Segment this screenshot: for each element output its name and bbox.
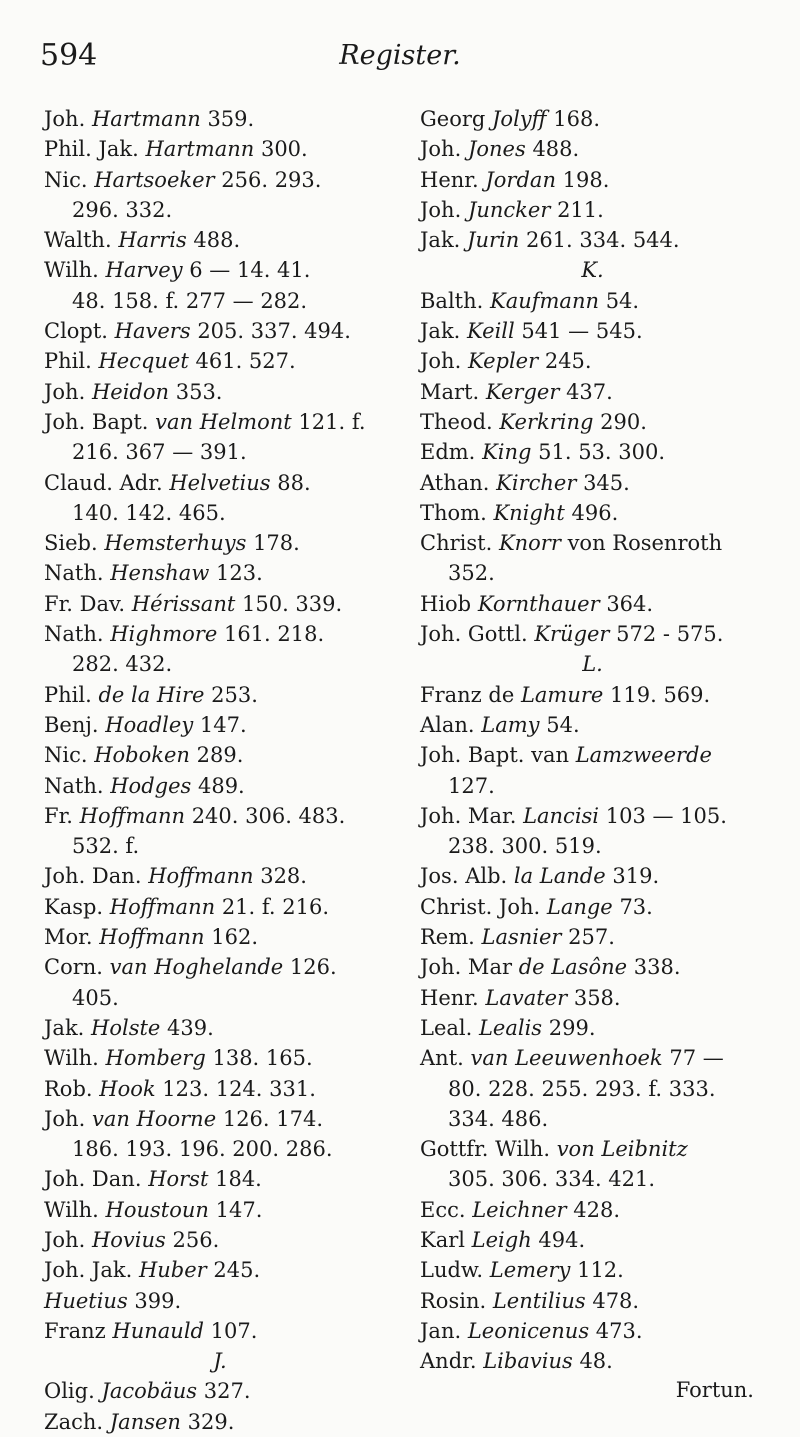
entry-name: Harris <box>118 228 187 253</box>
entry-first: Henr. <box>420 167 479 192</box>
entry-first: Leal. <box>420 1015 473 1040</box>
entry-pages: 107. <box>210 1318 258 1343</box>
entry-name: Jones <box>467 137 526 162</box>
index-entry <box>44 1195 396 1225</box>
index-entry <box>420 1013 765 1043</box>
entry-first: Joh. <box>44 1227 86 1252</box>
index-entry <box>420 1286 765 1316</box>
entry-name: Hovius <box>91 1227 166 1252</box>
entry-name: Leigh <box>471 1227 532 1252</box>
entry-name: Jolyff <box>492 107 547 131</box>
index-entry <box>44 1255 396 1285</box>
index-entry <box>44 377 396 407</box>
index-entry <box>420 346 765 376</box>
entry-first: Edm. <box>420 440 476 465</box>
entry-pages: 88. <box>277 470 311 495</box>
entry-name: Krüger <box>534 622 610 647</box>
index-entry <box>420 952 765 982</box>
index-entry-continuation: 216. 367 — 391. <box>72 440 247 465</box>
index-entry <box>44 952 396 982</box>
index-entry <box>420 1195 765 1225</box>
entry-name: van Leeuwenhoek <box>470 1046 663 1071</box>
entry-pages: 112. <box>577 1258 624 1283</box>
entry-name: Hoffmann <box>109 894 216 919</box>
entry-pages: von Rosenroth <box>567 531 723 556</box>
index-entry-continuation: 405. <box>72 985 119 1010</box>
index-entry <box>44 1316 396 1346</box>
index-entry <box>44 740 396 770</box>
page-number: 594 <box>40 38 98 73</box>
entry-pages: 198. <box>562 167 610 192</box>
entry-first: Thom. <box>420 500 487 525</box>
index-entry <box>44 1225 396 1255</box>
entry-pages: 289. <box>196 743 244 768</box>
entry-first: Joh. Mar. <box>420 803 517 828</box>
index-entry <box>44 1043 396 1073</box>
entry-name: Hoffmann <box>99 925 205 950</box>
index-entry <box>44 771 396 801</box>
entry-first: Mart. <box>420 379 480 404</box>
entry-name: van Hoghelande <box>109 955 284 980</box>
entry-pages: 256. <box>172 1227 220 1252</box>
index-entry <box>420 195 765 225</box>
entry-first: Joh. <box>44 379 86 404</box>
entry-pages: 48. <box>579 1349 613 1374</box>
entry-pages: 290. <box>600 409 647 434</box>
index-entry <box>420 740 765 770</box>
index-entry <box>44 861 396 891</box>
entry-pages: 253. <box>211 682 258 707</box>
entry-first: Wilh. <box>44 258 99 283</box>
index-entry <box>420 619 765 649</box>
entry-name: Lamure <box>520 682 604 707</box>
entry-first: Benj. <box>44 712 99 737</box>
entry-name: Lamy <box>481 712 540 737</box>
entry-first: Clopt. <box>44 319 108 344</box>
entry-first: Balth. <box>420 288 484 313</box>
entry-name: Juncker <box>467 197 551 222</box>
index-entry <box>44 1164 396 1194</box>
entry-name: Heidon <box>91 379 170 404</box>
section-letter: K. <box>581 258 604 283</box>
entry-name: Lavater <box>485 985 568 1010</box>
entry-name: van Hoorne <box>91 1106 217 1131</box>
entry-pages: 126. <box>289 955 337 980</box>
entry-first: Phil. Jak. <box>44 137 139 162</box>
entry-name: Hartmann <box>91 107 201 131</box>
index-entry <box>44 558 396 588</box>
section-letter: L. <box>582 652 603 677</box>
entry-name: Hartmann <box>145 137 255 162</box>
entry-name: Hook <box>99 1076 156 1101</box>
index-entry <box>420 104 765 134</box>
index-entry-continuation: 140. 142. 465. <box>72 500 226 525</box>
entry-name: Lentilius <box>492 1288 586 1313</box>
entry-first: Hiob <box>420 591 472 616</box>
entry-pages: 364. <box>606 591 654 616</box>
entry-first: Ant. <box>420 1046 464 1071</box>
entry-name: Lancisi <box>523 803 600 828</box>
index-entry <box>420 1346 765 1376</box>
entry-first: Rob. <box>44 1076 93 1101</box>
entry-name: Hoadley <box>105 712 194 737</box>
entry-pages: 77 — <box>669 1046 724 1071</box>
entry-first: Jak. <box>44 1015 85 1040</box>
entry-first: Joh. Bapt. <box>44 409 149 434</box>
index-entry <box>420 528 765 558</box>
entry-name: Kepler <box>467 349 539 374</box>
entry-pages: 51. 53. 300. <box>538 440 666 465</box>
entry-first: Corn. <box>44 955 103 980</box>
entry-pages: 184. <box>215 1167 262 1192</box>
entry-name: Henshaw <box>110 561 210 586</box>
entry-pages: 353. <box>175 379 223 404</box>
entry-first: Nic. <box>44 167 88 192</box>
index-entry-continuation: 127. <box>448 773 495 798</box>
entry-first: Nic. <box>44 743 88 768</box>
entry-name: Leonicenus <box>467 1318 590 1343</box>
index-column-right <box>420 104 765 1376</box>
entry-pages: 150. 339. <box>241 591 343 616</box>
index-entry <box>44 1013 396 1043</box>
index-entry <box>420 710 765 740</box>
entry-pages: 327. <box>203 1379 251 1404</box>
entry-name: Hodges <box>110 773 192 798</box>
entry-name: Kaufmann <box>490 288 599 313</box>
entry-name: Kerger <box>485 379 560 404</box>
entry-pages: 123. <box>216 561 263 586</box>
entry-name: Hecquet <box>98 349 189 374</box>
entry-pages: 328. <box>260 864 307 889</box>
entry-first: Gottfr. Wilh. <box>420 1137 550 1162</box>
index-entry <box>44 316 396 346</box>
entry-name: la Lande <box>513 864 606 889</box>
index-entry <box>44 1286 396 1316</box>
entry-name: Knight <box>493 500 565 525</box>
entry-first: Alan. <box>420 712 475 737</box>
entry-pages: 329. <box>187 1409 235 1434</box>
entry-pages: 147. <box>215 1197 263 1222</box>
entry-pages: 138. 165. <box>212 1046 313 1071</box>
entry-name: van Helmont <box>155 409 292 434</box>
entry-pages: 73. <box>619 894 653 919</box>
entry-pages: 572 - 575. <box>616 622 724 647</box>
catchword: Fortun. <box>675 1378 754 1402</box>
entry-first: Kasp. <box>44 894 104 919</box>
entry-pages: 338. <box>633 955 681 980</box>
running-title: Register. <box>339 40 461 71</box>
entry-name: Lemery <box>489 1258 571 1283</box>
entry-name: Hunauld <box>112 1318 204 1343</box>
entry-first: Wilh. <box>44 1197 99 1222</box>
index-entry <box>420 225 765 255</box>
entry-first: Joh. Mar <box>420 955 512 980</box>
index-entry-continuation: 80. 228. 255. 293. f. 333. <box>448 1076 716 1101</box>
index-entry <box>44 225 396 255</box>
entry-name: Houstoun <box>105 1197 209 1222</box>
entry-pages: 437. <box>566 379 613 404</box>
index-entry <box>420 468 765 498</box>
entry-pages: 54. <box>546 712 580 737</box>
entry-name: Hemsterhuys <box>104 531 247 556</box>
entry-first: Christ. Joh. <box>420 894 541 919</box>
entry-first: Walth. <box>44 228 112 253</box>
entry-pages: 428. <box>573 1197 621 1222</box>
entry-pages: 245. <box>544 349 592 374</box>
entry-first: Mor. <box>44 925 93 950</box>
entry-pages: 461. 527. <box>195 349 296 374</box>
index-entry <box>44 528 396 558</box>
entry-name: Leichner <box>472 1197 567 1222</box>
index-entry-continuation: 305. 306. 334. 421. <box>448 1167 656 1192</box>
index-entry <box>44 922 396 952</box>
entry-pages: 478. <box>592 1288 640 1313</box>
entry-name: Lealis <box>478 1015 543 1040</box>
entry-name: Holste <box>91 1015 161 1040</box>
entry-name: Kornthauer <box>477 591 600 616</box>
entry-first: Joh. <box>44 107 86 131</box>
entry-first: Fr. Dav. <box>44 591 126 616</box>
index-entry <box>44 1376 396 1406</box>
entry-pages: 496. <box>571 500 619 525</box>
entry-name: Helvetius <box>169 470 271 495</box>
entry-pages: 489. <box>197 773 245 798</box>
entry-name: Hérissant <box>131 591 236 616</box>
index-entry <box>420 861 765 891</box>
entry-first: Zach. <box>44 1409 104 1434</box>
entry-pages: 123. 124. 331. <box>162 1076 316 1101</box>
entry-pages: 488. <box>532 137 580 162</box>
index-entry <box>420 316 765 346</box>
index-entry <box>420 407 765 437</box>
entry-name: Jordan <box>485 167 556 192</box>
entry-name: de la Hire <box>98 682 205 707</box>
entry-pages: 319. <box>612 864 660 889</box>
entry-pages: 488. <box>193 228 241 253</box>
entry-first: Joh. Gottl. <box>420 622 528 647</box>
entry-name: Libavius <box>483 1349 573 1374</box>
entry-first: Georg <box>420 107 486 131</box>
entry-first: Sieb. <box>44 531 98 556</box>
entry-first: Joh. <box>44 1106 86 1131</box>
entry-pages: 147. <box>199 712 247 737</box>
entry-name: Hoffmann <box>79 803 185 828</box>
entry-pages: 103 — 105. <box>605 803 727 828</box>
entry-first: Nath. <box>44 773 104 798</box>
entry-first: Olig. <box>44 1379 95 1404</box>
index-entry <box>420 286 765 316</box>
index-entry <box>420 1316 765 1346</box>
index-entry <box>44 1074 396 1104</box>
index-entry <box>44 1407 396 1437</box>
entry-pages: 257. <box>568 925 615 950</box>
entry-first: Henr. <box>420 985 479 1010</box>
entry-pages: 6 — 14. 41. <box>189 258 311 283</box>
index-entry <box>420 1043 765 1073</box>
entry-name: Lamzweerde <box>575 743 712 768</box>
index-entry-continuation: 238. 300. 519. <box>448 834 602 859</box>
entry-name: Jacobäus <box>101 1379 198 1404</box>
entry-name: Homberg <box>105 1046 206 1071</box>
entry-first: Joh. <box>420 197 462 222</box>
index-entry <box>420 983 765 1013</box>
entry-name: Lasnier <box>481 925 562 950</box>
entry-pages: 161. 218. <box>223 622 325 647</box>
entry-pages: 299. <box>548 1015 596 1040</box>
entry-first: Nath. <box>44 561 104 586</box>
entry-name: Jansen <box>109 1409 181 1434</box>
entry-name: von Leibnitz <box>556 1137 688 1162</box>
index-entry <box>420 134 765 164</box>
index-entry <box>420 1134 765 1164</box>
entry-pages: 119. 569. <box>610 682 711 707</box>
entry-first: Joh. Dan. <box>44 864 142 889</box>
entry-name: Huber <box>138 1258 207 1283</box>
index-entry-continuation: 282. 432. <box>72 652 173 677</box>
entry-first: Christ. <box>420 531 493 556</box>
index-entry-continuation: 296. 332. <box>72 197 173 222</box>
index-entry <box>44 710 396 740</box>
entry-pages: 205. 337. 494. <box>197 319 351 344</box>
entry-name: Hoboken <box>94 743 190 768</box>
entry-first: Joh. Bapt. van <box>420 743 570 768</box>
entry-first: Nath. <box>44 622 104 647</box>
index-entry-continuation: 352. <box>448 561 495 586</box>
entry-pages: 126. 174. <box>222 1106 324 1131</box>
entry-name: Huetius <box>44 1288 128 1313</box>
entry-first: Karl <box>420 1227 465 1252</box>
entry-first: Claud. Adr. <box>44 470 163 495</box>
index-entry-continuation: 48. 158. f. 277 — 282. <box>72 288 308 313</box>
index-entry <box>44 589 396 619</box>
entry-pages: 245. <box>213 1258 261 1283</box>
entry-name: Lange <box>546 894 613 919</box>
entry-name: Horst <box>148 1167 209 1192</box>
entry-first: Ecc. <box>420 1197 466 1222</box>
entry-pages: 541 — 545. <box>521 319 643 344</box>
entry-pages: 54. <box>605 288 640 313</box>
section-letter: J. <box>213 1349 227 1374</box>
index-entry <box>44 407 396 437</box>
index-entry-continuation: 334. 486. <box>448 1106 549 1131</box>
index-entry <box>44 680 396 710</box>
entry-first: Athan. <box>420 470 490 495</box>
entry-first: Rosin. <box>420 1288 487 1313</box>
entry-pages: 399. <box>134 1288 182 1313</box>
entry-first: Fr. <box>44 803 73 828</box>
entry-name: Kerkring <box>499 409 594 434</box>
entry-first: Andr. <box>420 1349 477 1374</box>
entry-first: Wilh. <box>44 1046 99 1071</box>
entry-pages: 261. 334. 544. <box>525 228 680 253</box>
index-entry <box>44 346 396 376</box>
index-entry <box>44 134 396 164</box>
index-entry <box>44 619 396 649</box>
entry-pages: 178. <box>253 531 300 556</box>
entry-pages: 439. <box>167 1015 214 1040</box>
entry-first: Jan. <box>420 1318 462 1343</box>
index-entry-continuation: 532. f. <box>72 834 140 859</box>
entry-first: Franz <box>44 1318 106 1343</box>
entry-pages: 211. <box>557 197 604 222</box>
index-entry <box>44 892 396 922</box>
index-entry <box>44 104 396 134</box>
entry-name: Hoffmann <box>148 864 254 889</box>
entry-pages: 240. 306. 483. <box>191 803 346 828</box>
entry-first: Ludw. <box>420 1258 484 1283</box>
index-entry <box>420 589 765 619</box>
index-entry <box>420 892 765 922</box>
entry-name: Havers <box>114 319 191 344</box>
index-entry-continuation: 186. 193. 196. 200. 286. <box>72 1137 333 1162</box>
index-entry <box>420 922 765 952</box>
entry-first: Rem. <box>420 925 475 950</box>
entry-pages: 359. <box>207 107 255 131</box>
entry-name: Keill <box>467 319 515 344</box>
index-entry <box>420 377 765 407</box>
entry-name: Hartsoeker <box>94 167 215 192</box>
entry-first: Jak. <box>420 319 461 344</box>
entry-first: Franz de <box>420 682 515 707</box>
entry-first: Joh. <box>420 137 462 162</box>
entry-pages: 21. f. 216. <box>221 894 330 919</box>
index-entry <box>420 1255 765 1285</box>
index-entry <box>44 165 396 195</box>
entry-first: Joh. Jak. <box>44 1258 133 1283</box>
entry-pages: 358. <box>573 985 621 1010</box>
index-entry <box>420 1225 765 1255</box>
index-entry <box>44 1104 396 1134</box>
entry-pages: 473. <box>595 1318 643 1343</box>
index-entry <box>420 680 765 710</box>
entry-name: Jurin <box>467 228 520 253</box>
entry-name: King <box>482 440 532 465</box>
entry-name: Kircher <box>496 470 577 495</box>
entry-first: Theod. <box>420 409 493 434</box>
entry-pages: 345. <box>583 470 630 495</box>
entry-first: Phil. <box>44 682 92 707</box>
index-entry <box>44 468 396 498</box>
entry-first: Jak. <box>420 228 461 253</box>
entry-first: Phil. <box>44 349 92 374</box>
entry-name: Harvey <box>105 258 183 283</box>
entry-name: Highmore <box>110 622 218 647</box>
index-entry <box>420 801 765 831</box>
entry-pages: 494. <box>538 1227 586 1252</box>
entry-pages: 121. f. <box>298 409 366 434</box>
entry-first: Joh. <box>420 349 462 374</box>
index-entry <box>420 498 765 528</box>
entry-name: Knorr <box>498 531 561 556</box>
entry-pages: 256. 293. <box>221 167 322 192</box>
index-entry <box>44 801 396 831</box>
entry-first: Jos. Alb. <box>420 864 508 889</box>
index-entry <box>44 255 396 285</box>
entry-pages: 162. <box>211 925 259 950</box>
index-entry <box>420 165 765 195</box>
entry-pages: 300. <box>260 137 308 162</box>
index-column-left <box>44 104 396 1437</box>
entry-pages: 168. <box>553 107 600 131</box>
index-entry <box>420 437 765 467</box>
page-header <box>40 38 760 78</box>
entry-first: Joh. Dan. <box>44 1167 142 1192</box>
entry-name: de Lasône <box>518 955 628 980</box>
